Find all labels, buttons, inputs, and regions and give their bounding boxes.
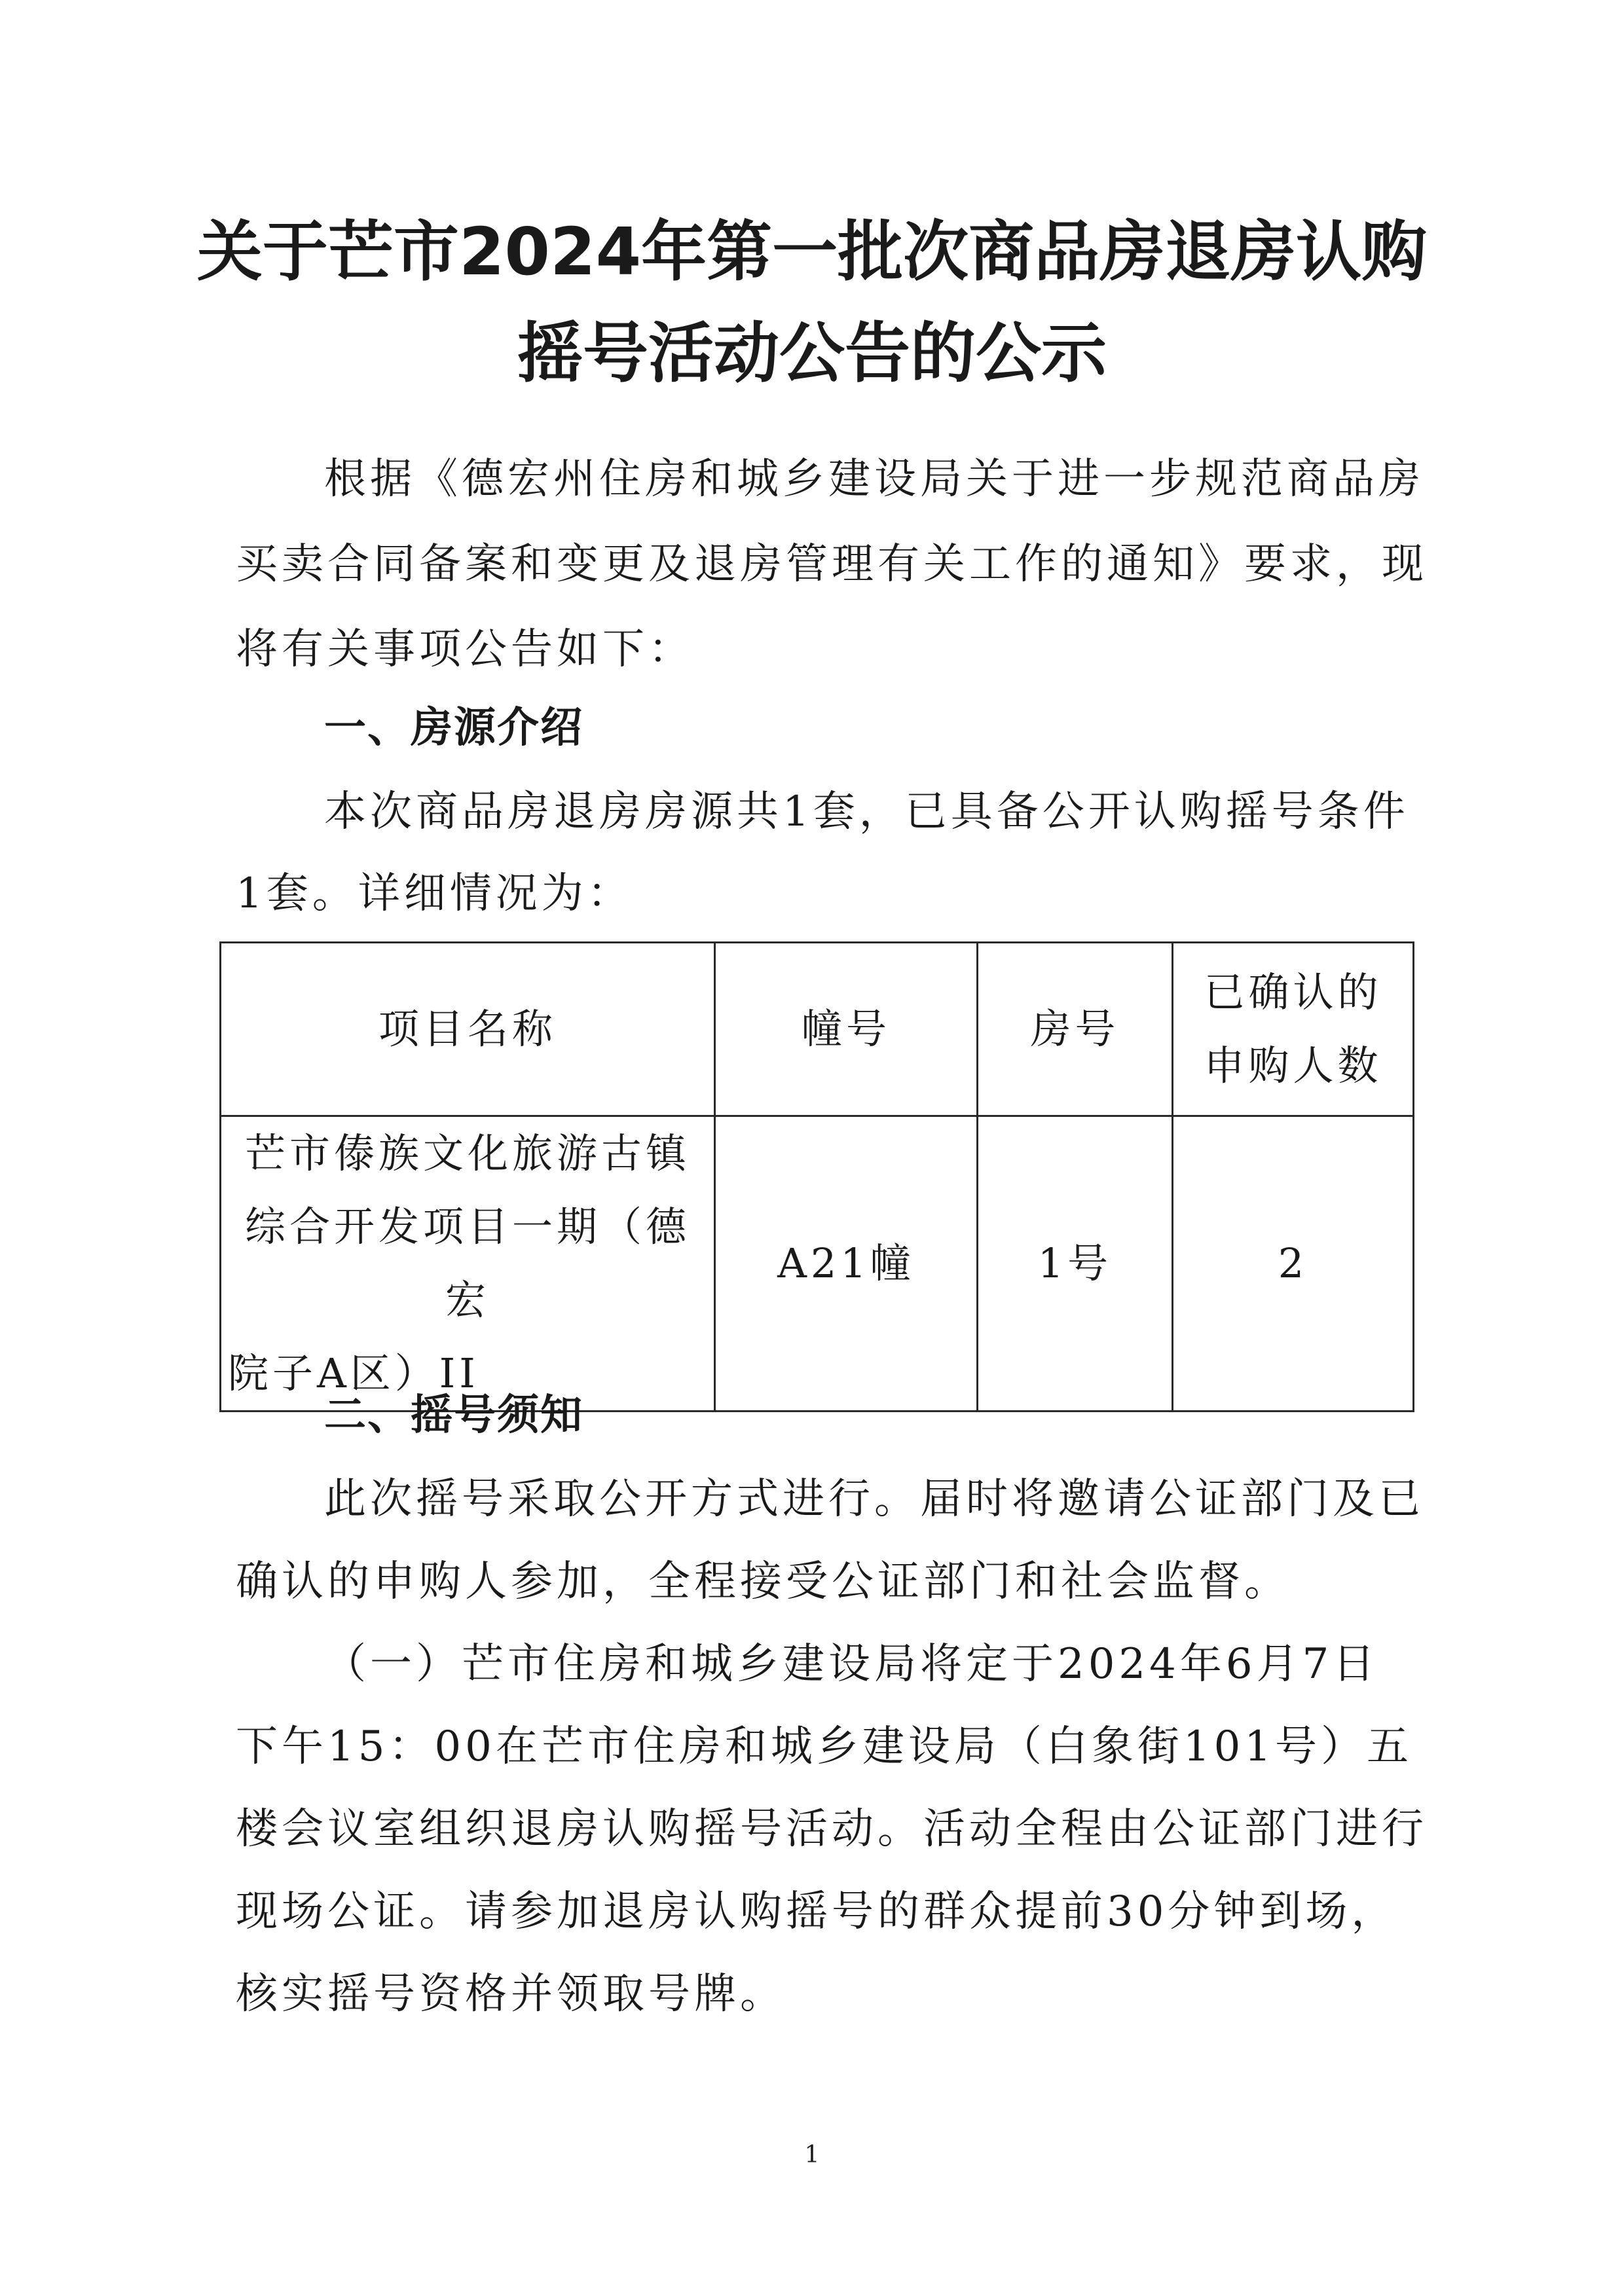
housing-source-table <box>219 941 1414 1412</box>
project-name-line-2: 综合开发项目一期（德宏 <box>244 1203 690 1324</box>
table-header-row <box>221 943 1414 1116</box>
intro-line-3: 将有关事项公告如下： <box>236 625 694 674</box>
section-2-heading: 二、摇号须知 <box>324 1391 583 1440</box>
cell-room-number: 1号 <box>977 1116 1172 1412</box>
section-2-p2-line-4: 现场公证。请参加退房认购摇号的群众提前30分钟到场， <box>236 1887 1397 1936</box>
header-confirmed-line-1: 已确认的 <box>1204 968 1382 1016</box>
section-2-p1-line-1: 此次摇号采取公开方式进行。届时将邀请公证部门及已 <box>324 1475 1424 1523</box>
cell-building-number: A21幢 <box>714 1116 977 1412</box>
section-2-p1-line-2: 确认的申购人参加，全程接受公证部门和社会监督。 <box>236 1558 1290 1606</box>
intro-line-1: 根据《德宏州住房和城乡建设局关于进一步规范商品房 <box>324 455 1424 503</box>
section-2-p2-line-5: 核实摇号资格并领取号牌。 <box>236 1970 786 2018</box>
table-row <box>221 1116 1414 1412</box>
section-2-p2-line-2: 下午15：00在芒市住房和城乡建设局（白象街101号）五 <box>236 1722 1413 1771</box>
cell-project-name <box>221 1116 715 1412</box>
section-1-line-1: 本次商品房退房房源共1套，已具备公开认购摇号条件 <box>324 788 1409 836</box>
header-project-name: 项目名称 <box>221 943 715 1116</box>
section-2-p2-line-1: （一）芒市住房和城乡建设局将定于2024年6月7日 <box>324 1640 1379 1688</box>
header-building-number: 幢号 <box>714 943 977 1116</box>
document-title-line-1: 关于芒市2024年第一批次商品房退房认购 <box>196 213 1428 290</box>
header-room-number: 房号 <box>977 943 1172 1116</box>
document-title-line-2: 摇号活动公告的公示 <box>517 315 1107 392</box>
page-number: 1 <box>804 2141 820 2168</box>
cell-applicant-count: 2 <box>1172 1116 1413 1412</box>
header-confirmed-line-2: 申购人数 <box>1204 1042 1382 1089</box>
section-1-heading: 一、房源介绍 <box>324 704 583 752</box>
header-confirmed-applicants <box>1172 943 1413 1116</box>
section-1-line-2: 1套。详细情况为： <box>236 869 633 918</box>
project-name-line-1: 芒市傣族文化旅游古镇 <box>244 1129 690 1177</box>
section-2-p2-line-3: 楼会议室组织退房认购摇号活动。活动全程由公证部门进行 <box>236 1805 1428 1853</box>
intro-line-2: 买卖合同备案和变更及退房管理有关工作的通知》要求，现 <box>236 540 1428 589</box>
project-name-line-3: 院子A区）II <box>228 1349 479 1397</box>
